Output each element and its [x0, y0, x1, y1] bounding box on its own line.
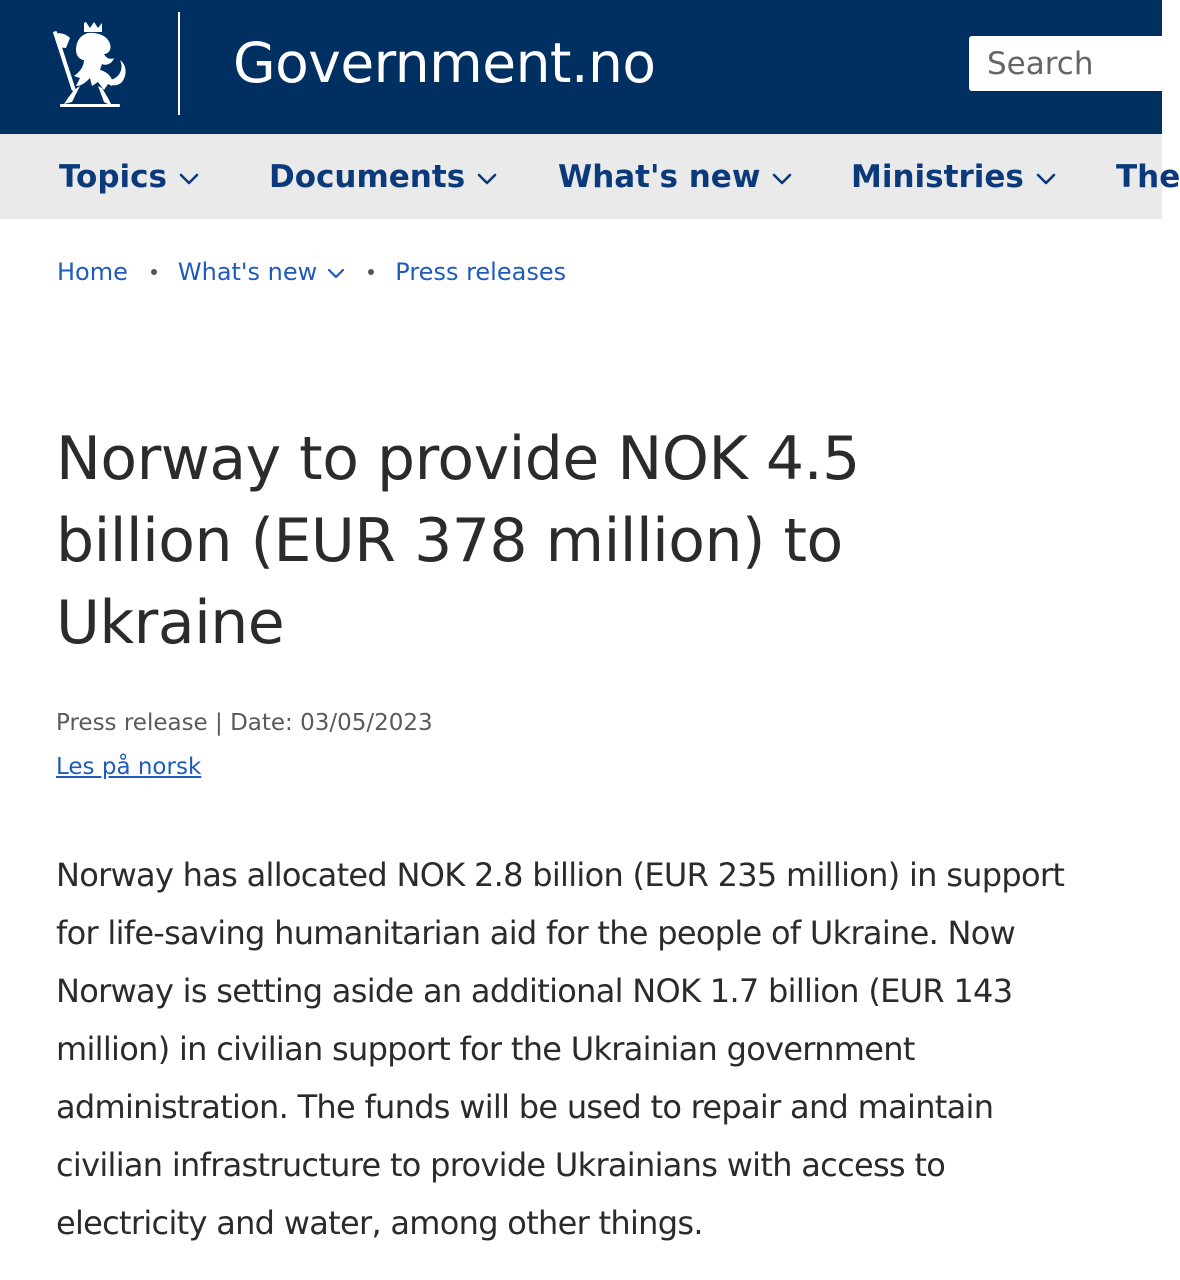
- breadcrumb-label: What's new: [177, 258, 318, 286]
- nav-item-label: What's new: [558, 158, 761, 195]
- article-meta: Press release | Date: 03/05/2023: [56, 710, 433, 736]
- nav-item-the[interactable]: [1116, 134, 1180, 219]
- breadcrumb-press-releases[interactable]: Press releases: [395, 258, 567, 286]
- chevron-down-icon: [477, 173, 497, 185]
- nav-item-ministries[interactable]: [851, 134, 1056, 219]
- nav-item-label: Topics: [59, 158, 167, 195]
- nav-item-topics[interactable]: [59, 134, 199, 219]
- breadcrumb-separator: [151, 269, 157, 275]
- search-input[interactable]: [969, 36, 1179, 91]
- header-divider: [178, 12, 180, 115]
- breadcrumb-home[interactable]: Home: [57, 258, 128, 286]
- chevron-down-icon: [327, 268, 345, 279]
- article-lead: Norway has allocated NOK 2.8 billion (EUR 235 million) in support for life-saving humanitarian aid for the people of Ukraine. Now Norway is setting aside an additional NOK 1.7 billion (EUR 143 million) in civilian support for the Ukrainian government administration. The funds will be used to repair and maintain civilian infrastructure to provide Ukrainians with access to electricity and water, among other things.: [56, 856, 1065, 1242]
- nav-item-label: Ministries: [851, 158, 1024, 195]
- coat-of-arms-logo-icon[interactable]: [52, 20, 128, 110]
- chevron-down-icon: [772, 173, 792, 185]
- breadcrumb: [57, 252, 566, 292]
- nav-item-whats-new[interactable]: [558, 134, 792, 219]
- nav-item-label: Documents: [269, 158, 466, 195]
- nav-item-label: The: [1116, 158, 1180, 195]
- page-title: Norway to provide NOK 4.5 billion (EUR 378 million) to Ukraine: [56, 424, 860, 658]
- site-title[interactable]: Government.no: [233, 31, 656, 95]
- chevron-down-icon: [179, 173, 199, 185]
- breadcrumb-whats-new[interactable]: [178, 258, 345, 286]
- main-navigation: [0, 134, 1180, 219]
- nav-item-documents[interactable]: [269, 134, 497, 219]
- language-link[interactable]: Les på norsk: [56, 754, 202, 780]
- breadcrumb-separator: [368, 269, 374, 275]
- site-header: [0, 0, 1162, 134]
- chevron-down-icon: [1036, 173, 1056, 185]
